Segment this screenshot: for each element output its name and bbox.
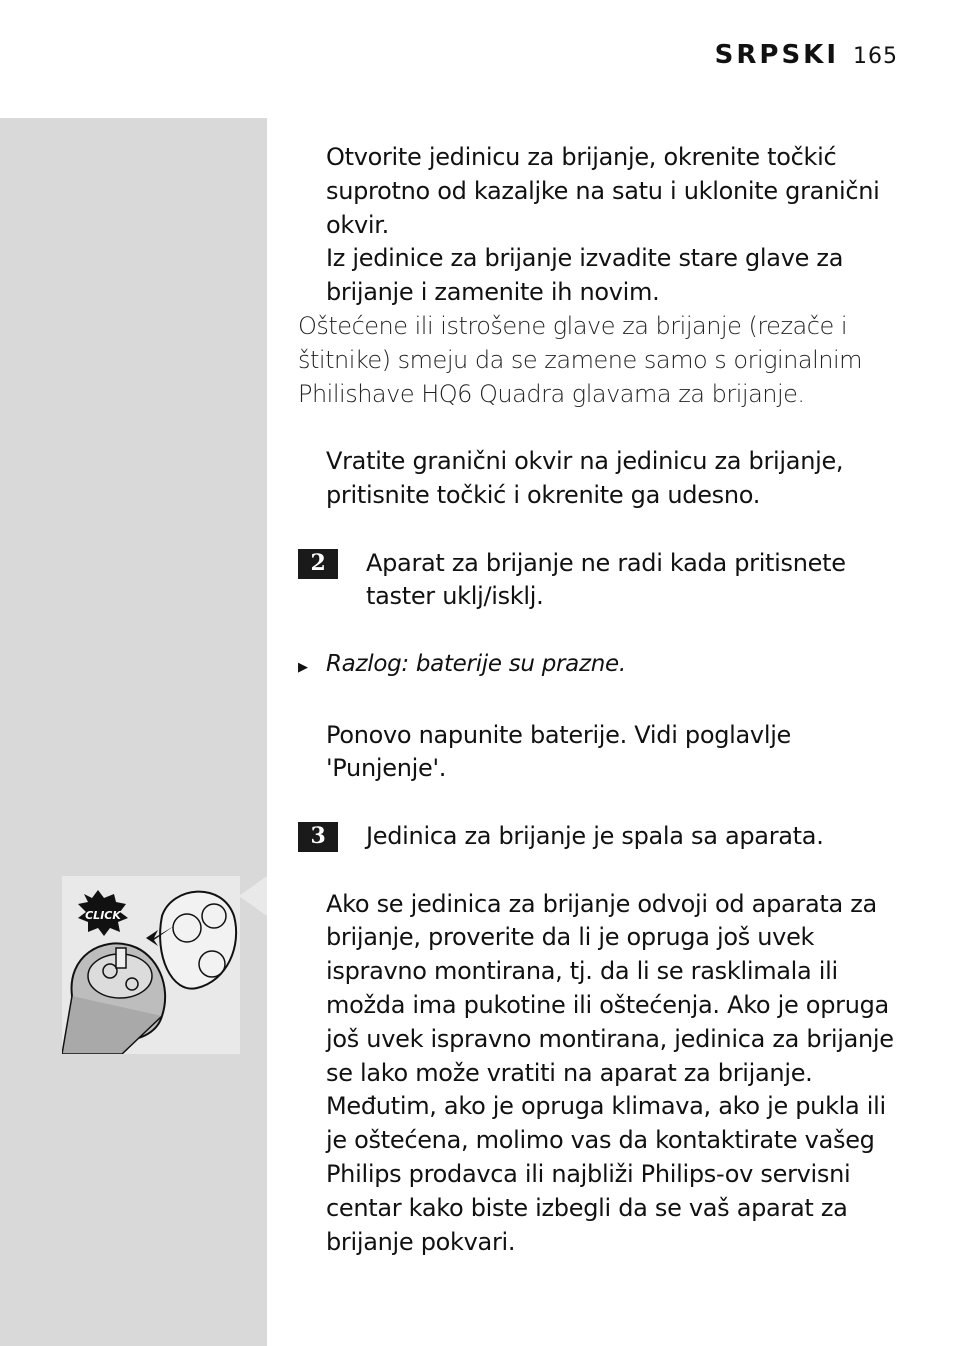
left-sidebar-band [0,118,267,1346]
figure-pointer [239,876,267,916]
instruction-spring-check: Ako se jedinica za brijanje odvoji od aparata za brijanje, proverite da li je opruga još uvek ispravno montirana, tj. da li se rasklimala ili možda ima pukotine ili oštećenja. Ako je opruga još uvek ispravno montirana, jedinica za brijanje se lako može vratiti na aparat za brijanje. Međutim, ako je opruga klimava, ako je pukla ili je oštećena, molimo vas da kontaktirate vašeg Philips prodavca ili najbliži Philips-ov servisni centar kako biste izbegli da se vaš aparat za brijanje pokvari. [326,889,894,1256]
cause-text: Razlog: baterije su prazne. [326,650,626,677]
page-header [715,40,898,70]
section-title: SRPSKI [714,40,839,70]
triangle-bullet-icon: ▶ [298,659,308,675]
problem-number-badge: 3 [298,822,338,852]
shaver-drawing [62,876,240,1054]
instruction-refit-frame: Vratite granični okvir na jedinicu za brijanje, pritisnite točkić i okrenite ga udesno. [326,447,844,509]
problem-2 [298,547,898,615]
problem-number-badge: 2 [298,549,338,579]
instruction-replace-heads: Iz jedinice za brijanje izvadite stare glave za brijanje i zamenite ih novim. [326,244,844,307]
page-number: 165 [853,44,898,69]
shaver-illustration [62,876,240,1054]
note-original-heads: Oštećene ili istrošene glave za brijanje (rezače i štitnike) smeju da se zamene samo s originalnim Philishave HQ6 Quadra glavama za brijanje. [298,311,863,408]
instruction-recharge: Ponovo napunite baterije. Vidi poglavlje 'Punjenje'. [326,720,792,783]
problem-3-text: Jedinica za brijanje je spala sa aparata. [366,821,824,850]
spring-shape [116,948,126,968]
click-badge-text: CLICK [85,909,121,922]
main-content [298,141,898,1259]
problem-3 [298,820,898,854]
cause-row [298,648,898,685]
problem-2-text: Aparat za brijanje ne radi kada pritisnete taster uklj/isklj. [366,548,846,611]
instruction-open-unit: Otvorite jedinicu za brijanje, okrenite točkić suprotno od kazaljke na satu i uklonite granični okvir. [326,143,880,239]
shaving-unit-shape [160,892,236,989]
